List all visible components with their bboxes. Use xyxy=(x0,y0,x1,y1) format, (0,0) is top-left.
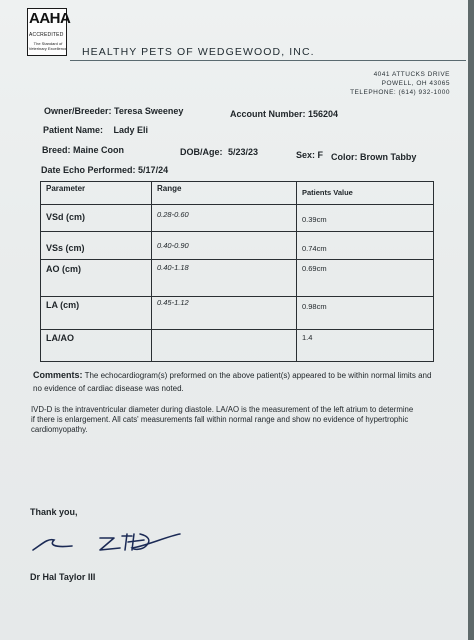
account-label: Account Number: xyxy=(230,109,306,119)
color-value: Brown Tabby xyxy=(360,152,417,162)
echo-date-label: Date Echo Performed: xyxy=(41,165,136,175)
address-street: 4041 ATTUCKS DRIVE xyxy=(373,71,450,78)
dob-value: 5/23/23 xyxy=(228,147,259,157)
comments-label: Comments: xyxy=(33,370,83,380)
comments-line-2: no evidence of cardiac disease was noted. xyxy=(33,384,184,393)
table-row xyxy=(41,260,434,297)
breed-field xyxy=(42,145,124,155)
doctor-signature xyxy=(28,526,188,556)
patient-value: Lady Eli xyxy=(113,125,149,135)
dob-label: DOB/Age: xyxy=(180,147,223,157)
row-range: 0.45-1.12 xyxy=(152,297,297,330)
logo-tagline-1: The Standard of xyxy=(33,41,63,46)
logo-subtitle: ACCREDITED xyxy=(29,32,64,38)
table-row xyxy=(41,232,434,260)
row-range: 0.40-0.90 xyxy=(152,232,297,260)
header-parameter: Parameter xyxy=(41,182,152,205)
logo-tagline xyxy=(27,41,69,51)
patient-field xyxy=(43,125,148,135)
header-range: Range xyxy=(152,182,297,205)
breed-value: Maine Coon xyxy=(73,145,125,155)
table-row xyxy=(41,330,434,362)
row-range xyxy=(152,330,297,362)
ivd-line-2: if there is enlargement. All cats' measurements fall within normal range and show no evidence of hypertrophic xyxy=(31,415,409,424)
address-phone: TELEPHONE: (614) 932-1000 xyxy=(350,89,450,96)
row-patient-value: 0.74cm xyxy=(297,232,434,260)
table-row xyxy=(41,205,434,232)
ivd-line-1: IVD-D is the intraventricular diameter during diastole. LA/AO is the measurement of the left atrium to determine xyxy=(31,405,414,414)
page-edge-shadow xyxy=(468,0,474,640)
row-parameter: LA/AO xyxy=(41,330,152,362)
table-row xyxy=(41,297,434,330)
clinic-name: HEALTHY PETS OF WEDGEWOOD, INC. xyxy=(82,46,315,58)
row-patient-value: 0.98cm xyxy=(297,297,434,330)
owner-field xyxy=(44,106,183,116)
patient-label: Patient Name: xyxy=(43,125,104,135)
sex-value: F xyxy=(317,150,324,160)
address-city: POWELL, OH 43065 xyxy=(381,80,450,87)
color-label: Color: xyxy=(331,152,358,162)
breed-label: Breed: xyxy=(42,145,71,155)
row-parameter: VSs (cm) xyxy=(41,232,152,260)
row-parameter: VSd (cm) xyxy=(41,205,152,232)
row-patient-value: 0.69cm xyxy=(297,260,434,297)
row-parameter: AO (cm) xyxy=(41,260,152,297)
dob-field xyxy=(180,147,258,157)
sex-field xyxy=(296,150,323,160)
ivd-line-3: cardiomyopathy. xyxy=(31,425,88,434)
echo-date-field xyxy=(41,165,168,175)
owner-label: Owner/Breeder: xyxy=(44,106,112,116)
table-header-row xyxy=(41,182,434,205)
owner-value: Teresa Sweeney xyxy=(114,106,184,116)
comments-line-1 xyxy=(33,370,469,381)
row-range: 0.40-1.18 xyxy=(152,260,297,297)
sex-label: Sex: xyxy=(296,150,316,160)
ivd-explanation xyxy=(31,405,469,435)
row-range: 0.28-0.60 xyxy=(152,205,297,232)
echo-results-table xyxy=(40,181,434,362)
comments-text-1: The echocardiogram(s) preformed on the above patient(s) appeared to be within normal limits and xyxy=(84,371,432,380)
doctor-name: Dr Hal Taylor III xyxy=(30,572,96,582)
header-divider xyxy=(70,60,466,61)
row-parameter: LA (cm) xyxy=(41,297,152,330)
header-patients-value: Patients Value xyxy=(297,182,434,205)
closing-thanks: Thank you, xyxy=(30,507,78,517)
account-value: 156204 xyxy=(308,109,339,119)
row-patient-value: 1.4 xyxy=(297,330,434,362)
account-field xyxy=(230,109,338,119)
logo-text: AAHA xyxy=(29,10,71,27)
comments-paragraph xyxy=(33,370,469,394)
logo-tagline-2: Veterinary Excellence xyxy=(28,46,68,51)
row-patient-value: 0.39cm xyxy=(297,205,434,232)
color-field xyxy=(331,152,416,162)
echo-date-value: 5/17/24 xyxy=(138,165,169,175)
